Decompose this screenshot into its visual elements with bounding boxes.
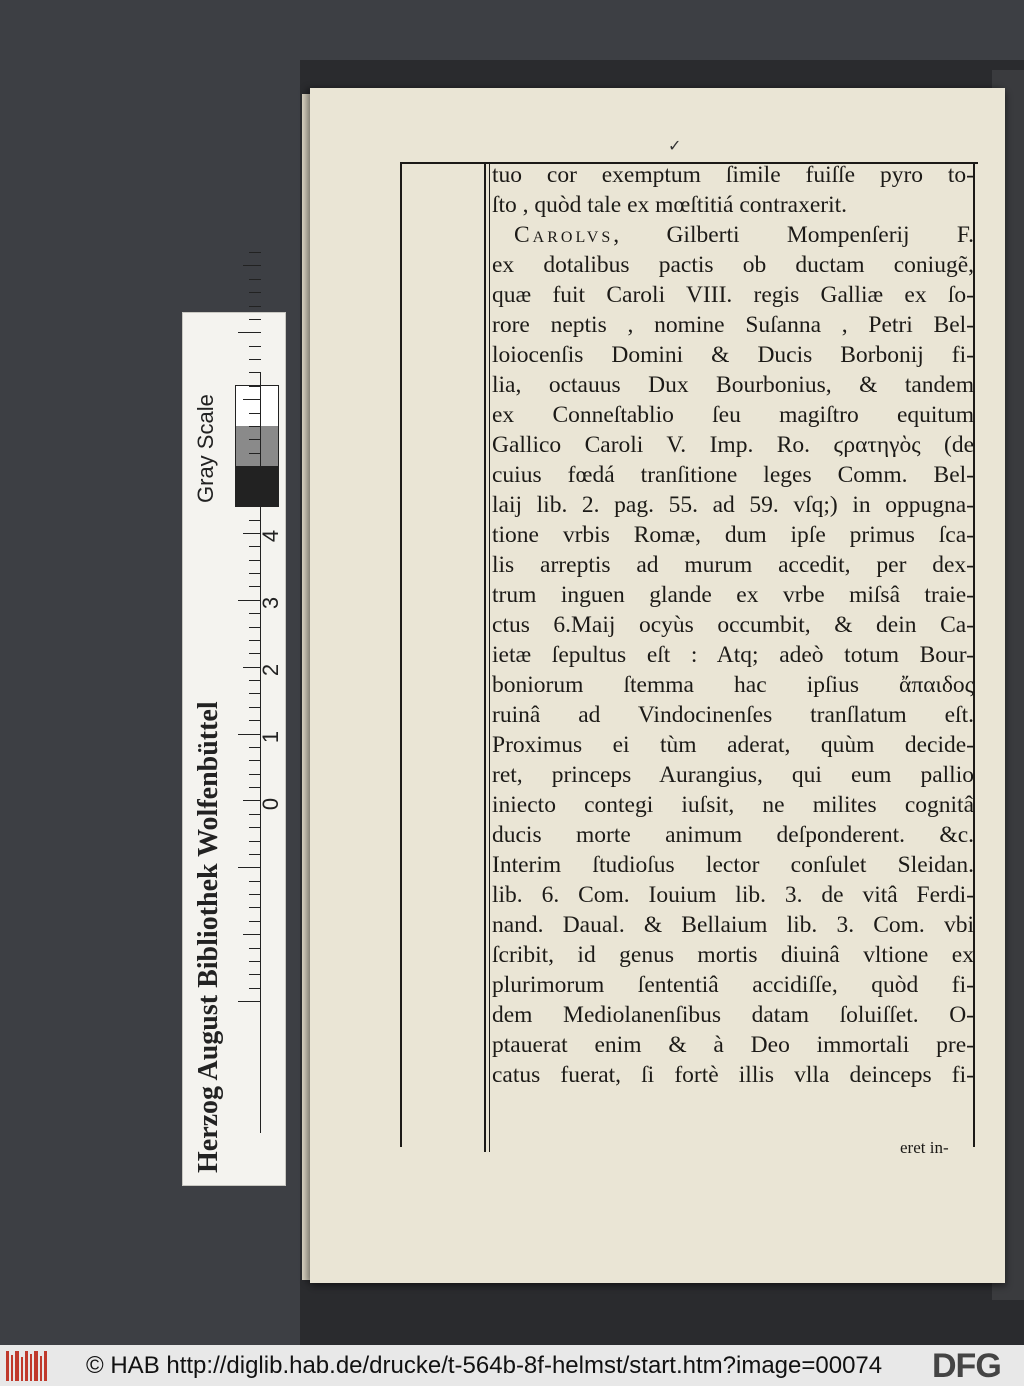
text-line: ducis morte animum deſponderent. &c. (492, 822, 974, 848)
text-line: boniorum ſtemma hac ipſius ἄπαιδος (492, 672, 974, 698)
text-line: Interim ſtudioſus lector conſulet Sleidan. (492, 852, 974, 878)
text-line: laij lib. 2. pag. 55. ad 59. vſq;) in oppugna- (492, 492, 974, 518)
margin-rule-inner-2 (489, 162, 490, 1152)
text-line: lis arreptis ad murum accedit, per dex- (492, 552, 974, 578)
text-line: tuo cor exemptum ſimile fuiſſe pyro to- (492, 162, 974, 188)
tick-mark: ✓ (668, 138, 682, 155)
ruler-tick (249, 720, 261, 721)
initial-word: Carolvs (514, 222, 614, 248)
copyright-link[interactable]: © HAB http://diglib.hab.de/drucke/t-564b-8f-helmst/start.htm?image=00074 (86, 1352, 883, 1379)
ruler-tick (238, 867, 261, 868)
ruler-tick (249, 627, 261, 628)
text-line: ſcribit, id genus mortis diuinâ vltione ex (492, 942, 974, 968)
ruler-tick (249, 693, 261, 694)
ruler-tick (249, 586, 261, 587)
gray-swatches (235, 385, 279, 507)
swatch-white (236, 386, 278, 426)
text-line: Carolvs, Gilberti Mompenſerij F. (514, 222, 974, 248)
text-line: nand. Daual. & Bellaium lib. 3. Com. vbi (492, 912, 974, 938)
ruler-tick (249, 640, 261, 641)
text-line: iniecto contegi iuſsit, ne milites cognitâ (492, 792, 974, 818)
ruler-tick (249, 881, 261, 882)
ruler-number: 0 (258, 797, 283, 811)
ruler-number: 1 (258, 730, 283, 744)
ruler-tick (249, 613, 261, 614)
ruler-tick (249, 546, 261, 547)
ruler-tick (249, 948, 261, 949)
ruler-tick (243, 399, 261, 400)
footer-bar (0, 1345, 1024, 1386)
text-column (492, 160, 974, 1090)
ruler-tick (249, 907, 261, 908)
ruler-tick (249, 359, 261, 360)
margin-rule-inner (484, 162, 486, 1152)
text-line: ptauerat enim & à Deo immortali pre- (492, 1032, 974, 1058)
text-line: plurimorum ſententiâ accidiſſe, quòd fi- (492, 972, 974, 998)
ruler-tick (249, 760, 261, 761)
ruler-tick (249, 306, 261, 307)
ruler-tick (249, 988, 261, 989)
text-line: lia, octauus Dux Bourbonius, & tandem (492, 372, 974, 398)
ruler-tick (249, 560, 261, 561)
text-line: rore neptis , nomine Suſanna , Petri Bel- (492, 312, 974, 338)
catchword: eret in- (900, 1138, 949, 1157)
gray-scale-label: Gray Scale (193, 394, 218, 503)
dfg-logo: DFG (932, 1347, 1001, 1385)
ruler-tick (249, 413, 261, 414)
library-name: Herzog August Bibliothek Wolfenbüttel (193, 701, 224, 1173)
text-line: ſto , quòd tale ex mœſtitiá contraxerit. (492, 192, 848, 218)
ruler-tick (249, 279, 261, 280)
text-line: trum inguen glande ex vrbe miſsâ traie- (492, 582, 974, 608)
ruler-tick (249, 653, 261, 654)
text-line: dem Mediolanenſibus datam ſoluiſſet. O- (492, 1002, 974, 1028)
text-line: loiocenſis Domini & Ducis Borbonij fi- (492, 342, 974, 368)
ruler-tick (238, 1001, 261, 1002)
ruler-tick (249, 506, 261, 507)
text-line: lib. 6. Com. Iouium lib. 3. de vitâ Ferdi- (492, 882, 974, 908)
ruler-tick (249, 921, 261, 922)
ruler-tick (243, 265, 261, 266)
ruler-tick (249, 573, 261, 574)
ruler-tick (249, 520, 261, 521)
ruler-tick (249, 774, 261, 775)
text-line: ctus 6.Maij ocyùs occumbit, & dein Ca- (492, 612, 974, 638)
ruler-tick (249, 493, 261, 494)
ruler-tick (249, 841, 261, 842)
ruler-tick (249, 479, 261, 480)
ruler-tick (249, 827, 261, 828)
text-line: cuius fœdá tranſitione leges Comm. Bel- (492, 462, 974, 488)
ruler-number: 2 (258, 663, 283, 677)
margin-rule-outer (400, 162, 402, 1147)
swatch-black (236, 466, 278, 506)
ruler-tick (249, 386, 261, 387)
swatch-gray (236, 426, 278, 466)
ruler-tick (249, 747, 261, 748)
ruler-tick (249, 439, 261, 440)
ruler-tick (249, 372, 261, 373)
text-line: ex Conneſtablio ſeu magiſtro equitum (492, 402, 974, 428)
ruler-tick (249, 787, 261, 788)
ruler-tick (249, 319, 261, 320)
ruler-tick (249, 346, 261, 347)
ruler-tick (249, 426, 261, 427)
ruler-baseline (260, 373, 261, 1133)
ruler-tick (249, 680, 261, 681)
text-line: ret, princeps Aurangius, qui eum pallio (492, 762, 974, 788)
ruler-tick (249, 974, 261, 975)
text-line: ietæ ſepultus eſt : Atq; adeò totum Bour- (492, 642, 974, 668)
ruler-tick (249, 453, 261, 454)
text-line: Gallico Caroli V. Imp. Ro. ϛρατηγὸς (de (492, 432, 974, 458)
ruler-tick (249, 707, 261, 708)
ruler-tick (238, 466, 261, 467)
hab-barcode-icon (6, 1351, 48, 1381)
ruler-tick (249, 854, 261, 855)
ruler-tick (249, 894, 261, 895)
ruler-tick (243, 934, 261, 935)
text-line: Proximus ei tùm aderat, quùm decide- (492, 732, 974, 758)
text-line: catus fuerat, ſi fortè illis vlla deinceps fi- (492, 1062, 974, 1088)
text-line: ruinâ ad Vindocinenſes tranſlatum eſt. (492, 702, 974, 728)
ruler-tick (249, 961, 261, 962)
ruler-tick (238, 332, 261, 333)
ruler-number: 4 (258, 529, 283, 543)
ruler-number: 3 (258, 596, 283, 610)
text-line: tione vrbis Romæ, dum ipſe primus ſca- (492, 522, 974, 548)
ruler-tick (249, 292, 261, 293)
ruler-tick (249, 252, 261, 253)
text-line: ex dotalibus pactis ob ductam coniugẽ, (492, 252, 974, 278)
gray-scale-ruler (182, 312, 286, 1186)
text-line: quæ fuit Caroli VIII. regis Galliæ ex ſo- (492, 282, 974, 308)
